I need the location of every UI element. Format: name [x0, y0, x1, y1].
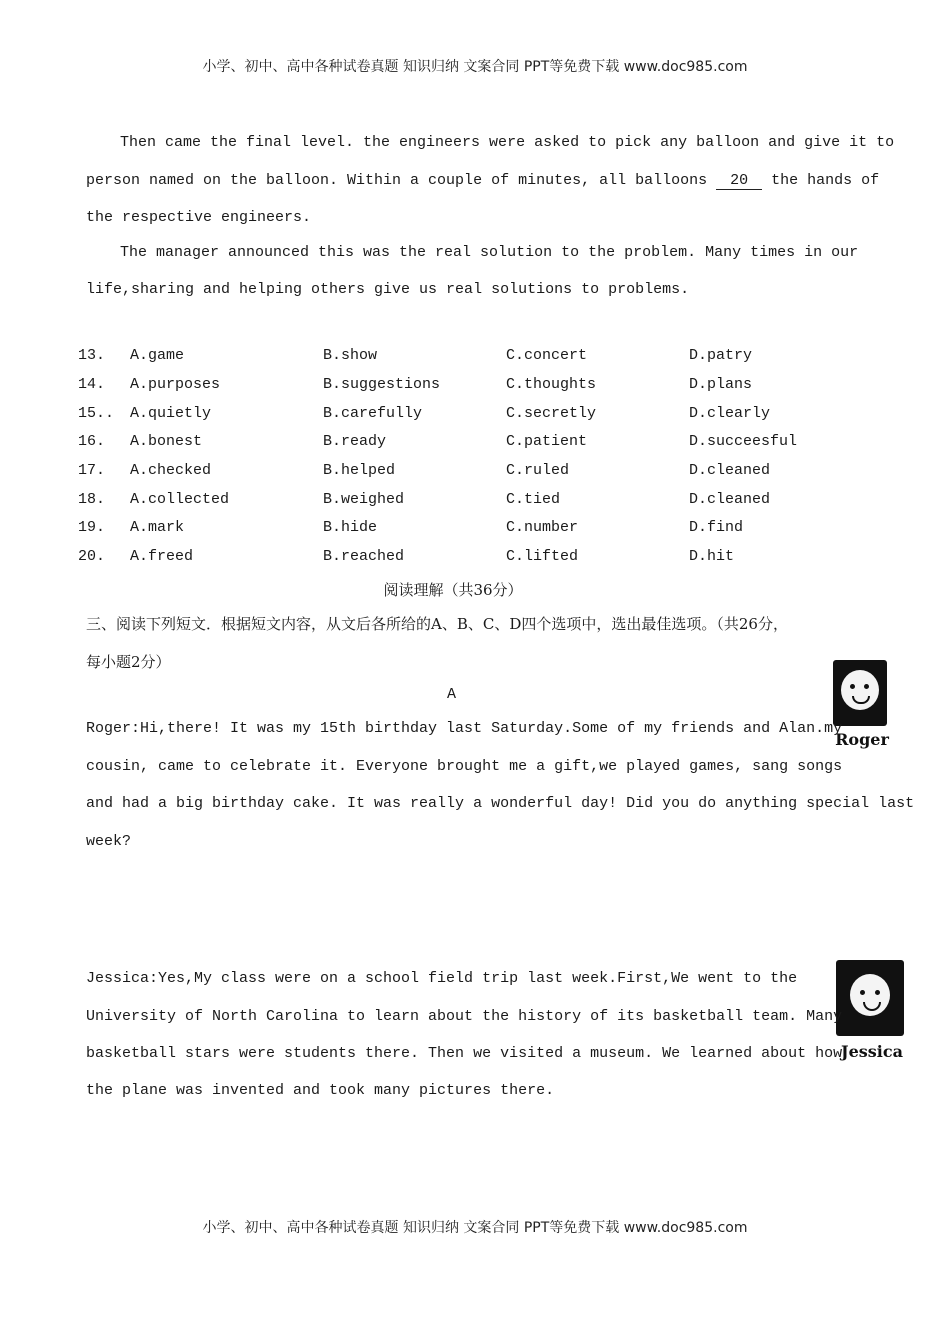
- option-b: B.weighed: [323, 491, 405, 508]
- passage-p1-line2: [86, 172, 879, 190]
- instruction-line1: 三、阅读下列短文．根据短文内容，从文后各所给的A、B、C、D四个选项中，选出最佳选项。（共26分，: [86, 615, 788, 633]
- passage-p1-line2-pre: person named on the balloon. Within a couple of minutes, all balloons: [86, 172, 708, 189]
- question-number: 13.: [78, 347, 106, 364]
- option-a: A.game: [130, 347, 185, 364]
- question-number: 18.: [78, 491, 106, 508]
- roger-line3: and had a big birthday cake. It was really a wonderful day! Did you do anything special last: [86, 795, 915, 812]
- instruction-line2: 每小题2分）: [86, 653, 171, 671]
- option-a: A.checked: [130, 462, 212, 479]
- option-c: C.ruled: [506, 462, 570, 479]
- jessica-line3: basketball stars were students there. Then we visited a museum. We learned about how: [86, 1045, 843, 1062]
- option-d: D.patry: [689, 347, 753, 364]
- option-c: C.tied: [506, 491, 561, 508]
- option-a: A.purposes: [130, 376, 221, 393]
- option-d: D.plans: [689, 376, 753, 393]
- option-b: B.helped: [323, 462, 396, 479]
- question-number: 16.: [78, 433, 106, 450]
- passage-p1-line1: Then came the final level. the engineers were asked to pick any balloon and give it to: [120, 134, 895, 151]
- option-b: B.hide: [323, 519, 378, 536]
- option-d: D.cleaned: [689, 491, 771, 508]
- roger-line4: week?: [86, 833, 132, 850]
- option-b: B.carefully: [323, 405, 423, 422]
- jessica-name: Jessica: [841, 1042, 903, 1061]
- question-number: 20.: [78, 548, 106, 565]
- option-b: B.reached: [323, 548, 405, 565]
- option-d: D.hit: [689, 548, 735, 565]
- jessica-line2: University of North Carolina to learn about the history of its basketball team. Many: [86, 1008, 843, 1025]
- option-a: A.mark: [130, 519, 185, 536]
- passage-p2-line1: The manager announced this was the real solution to the problem. Many times in our: [120, 244, 859, 261]
- option-c: C.lifted: [506, 548, 579, 565]
- jessica-line1: Jessica:Yes,My class were on a school field trip last week.First,We went to the: [86, 970, 798, 987]
- page-footer: 小学、初中、高中各种试卷真题 知识归纳 文案合同 PPT等免费下载 www.doc985.com: [202, 1220, 748, 1236]
- option-c: C.patient: [506, 433, 588, 450]
- jessica-avatar: [836, 960, 908, 1061]
- option-a: A.bonest: [130, 433, 203, 450]
- passage-p2-line2: life,sharing and helping others give us real solutions to problems.: [86, 281, 690, 298]
- roger-name: Roger: [835, 730, 889, 749]
- option-d: D.clearly: [689, 405, 771, 422]
- page-header: 小学、初中、高中各种试卷真题 知识归纳 文案合同 PPT等免费下载 www.doc985.com: [202, 59, 748, 75]
- option-d: D.cleaned: [689, 462, 771, 479]
- roger-line2: cousin, came to celebrate it. Everyone brought me a gift,we played games, sang songs: [86, 758, 843, 775]
- option-c: C.thoughts: [506, 376, 597, 393]
- passage-p1-line2-post: the hands of: [771, 172, 880, 189]
- option-a: A.collected: [130, 491, 230, 508]
- option-d: D.find: [689, 519, 744, 536]
- question-number: 17.: [78, 462, 106, 479]
- option-c: C.secretly: [506, 405, 597, 422]
- question-number: 14.: [78, 376, 106, 393]
- question-number: 15..: [78, 405, 115, 422]
- option-b: B.show: [323, 347, 378, 364]
- answer-blank-20: 20: [716, 172, 762, 190]
- option-a: A.freed: [130, 548, 194, 565]
- option-b: B.suggestions: [323, 376, 441, 393]
- option-c: C.concert: [506, 347, 588, 364]
- passage-p1-line3: the respective engineers.: [86, 209, 312, 226]
- option-b: B.ready: [323, 433, 387, 450]
- part-label: A: [447, 686, 457, 703]
- option-c: C.number: [506, 519, 579, 536]
- section-title: 阅读理解（共36分）: [383, 581, 523, 599]
- roger-line1: Roger:Hi,there! It was my 15th birthday last Saturday.Some of my friends and Alan.my: [86, 720, 843, 737]
- option-a: A.quietly: [130, 405, 212, 422]
- jessica-line4: the plane was invented and took many pictures there.: [86, 1082, 555, 1099]
- option-d: D.succeesful: [689, 433, 798, 450]
- question-number: 19.: [78, 519, 106, 536]
